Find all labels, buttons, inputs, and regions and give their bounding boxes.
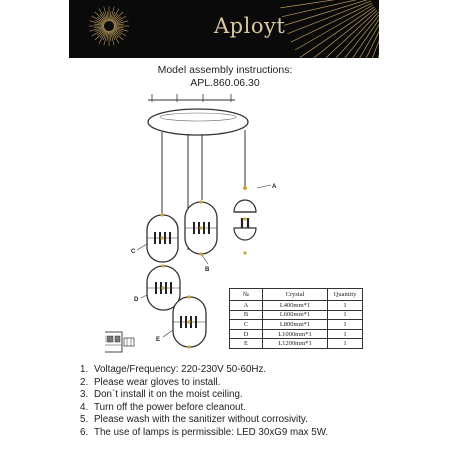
cell-quantity: 1 [328,310,363,320]
column-header-crystal: Crystal [263,289,328,301]
instruction-notes [80,364,328,440]
cell-crystal: L800mm*1 [263,320,328,330]
ceiling-canopy [148,94,248,135]
note-item: 2. Please wear gloves to install. [80,376,221,388]
cell-no: D [230,329,263,339]
cell-quantity: 1 [328,339,363,349]
table-row [230,301,363,311]
note-item: 4. Turn off the power before cleanout. [80,401,246,413]
table-row [230,310,363,320]
cell-crystal: L600mm*1 [263,310,328,320]
column-header-no: № [230,289,263,301]
callout-e: E [156,337,161,343]
note-item: 5. Please wash with the sanitizer without corrosivity. [80,414,308,426]
cell-crystal: L1000mm*1 [263,329,328,339]
terminal-block [105,332,134,352]
table-header-row [230,289,363,301]
note-item: 6. The use of lamps is permissible: LED 30xG9 max 5W. [80,426,329,438]
note-item: 3. Don`t install it on the moist ceiling. [80,389,243,401]
note-item: 1. Voltage/Frequency: 220-230V 50-60Hz. [80,364,267,375]
callout-b: B [205,267,210,273]
cell-no: A [230,301,263,311]
cell-no: E [230,339,263,349]
callout-a: A [272,184,277,190]
cell-quantity: 1 [328,301,363,311]
cell-no: B [230,310,263,320]
cell-crystal: L1200mm*1 [263,339,328,349]
callout-d: D [134,297,139,303]
cell-quantity: 1 [328,320,363,330]
shade-a [234,186,256,255]
brand-logo-text: Aployt [214,14,286,38]
cell-quantity: 1 [328,329,363,339]
table-row [230,320,363,330]
shade-d [147,264,180,310]
cell-crystal: L400mm*1 [263,301,328,311]
callout-c: C [131,249,136,255]
shade-b [185,200,217,255]
parts-table [229,288,363,349]
brand-banner [69,0,379,58]
model-number: APL.860.06.30 [190,77,260,89]
shade-e [173,295,206,348]
shade-c [147,213,178,262]
table-row [230,329,363,339]
column-header-quantity: Quantity [328,289,363,301]
cell-no: C [230,320,263,330]
table-row [230,339,363,349]
instructions-title: Model assembly instructions: [157,64,293,76]
